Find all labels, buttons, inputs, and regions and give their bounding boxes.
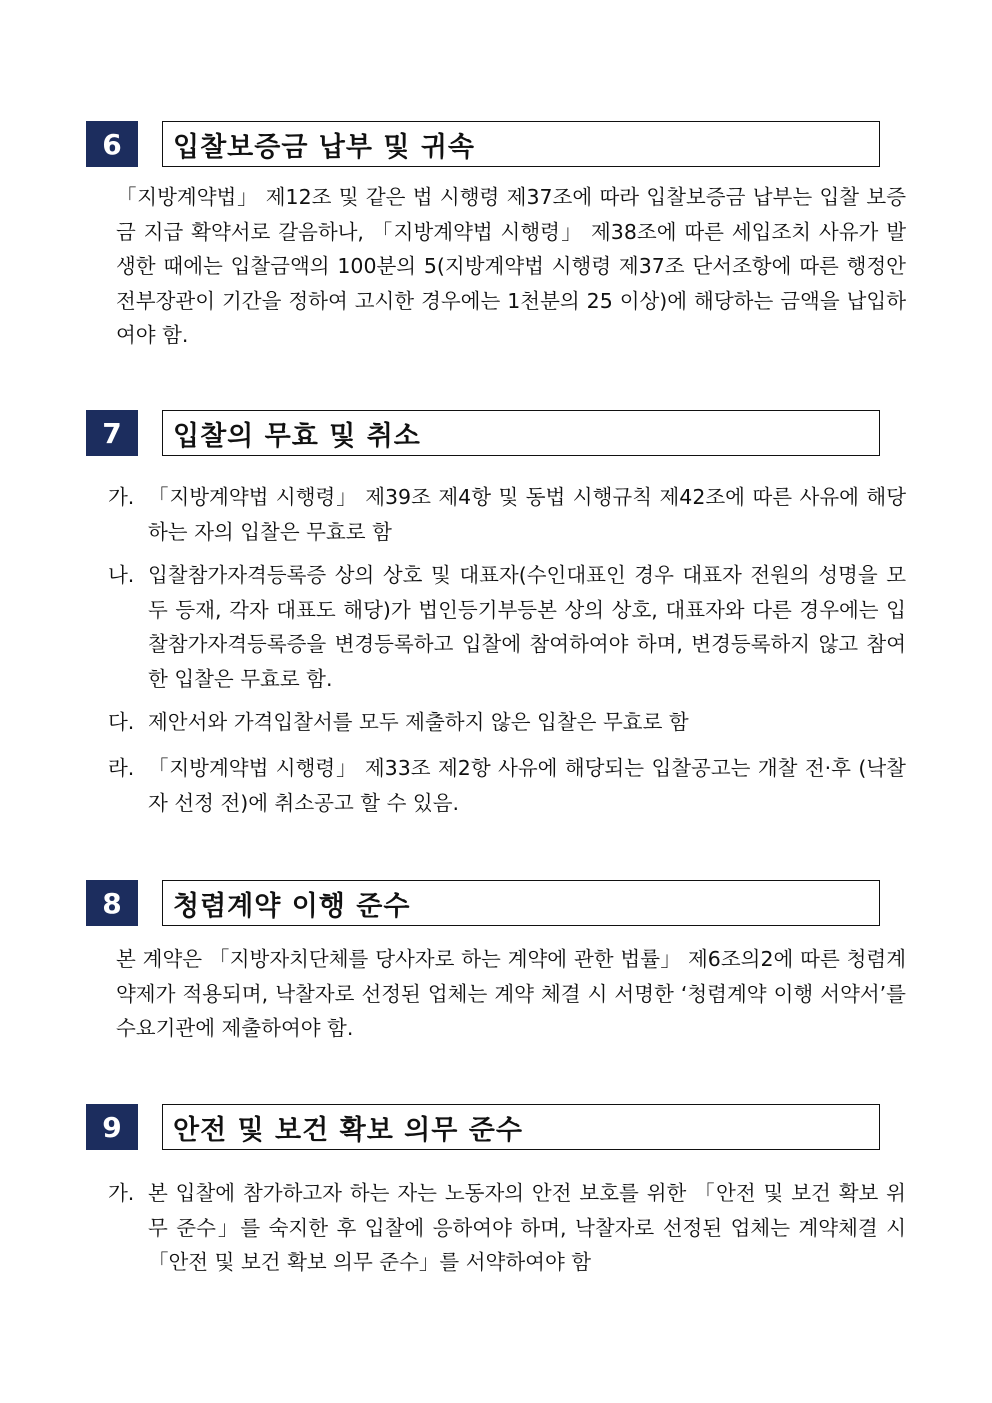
list-item-text: 「지방계약법 시행령」 제39조 제4항 및 동법 시행규칙 제42조에 따른 사유에 해당하는 자의 입찰은 무효로 함 bbox=[148, 485, 906, 544]
section-title-box bbox=[162, 410, 880, 456]
section-number-badge: 9 bbox=[86, 1104, 138, 1150]
section-paragraph: 본 계약은 「지방자치단체를 당사자로 하는 계약에 관한 법률」 제6조의2에 따른 청렴계약제가 적용되며, 낙찰자로 선정된 업체는 계약 체결 시 서명한 ‘청렴계약 이행 서약서’를 수요기관에 제출하여야 함. bbox=[116, 947, 906, 1040]
list-item bbox=[108, 751, 906, 821]
list-item bbox=[108, 558, 906, 698]
list-marker: 가. bbox=[108, 1181, 135, 1205]
list-item bbox=[108, 480, 906, 550]
list-marker: 가. bbox=[108, 485, 135, 509]
section-number-badge: 6 bbox=[86, 121, 138, 167]
list-marker: 라. bbox=[108, 756, 135, 780]
section-header bbox=[86, 880, 880, 926]
list-item-text: 입찰참가자격등록증 상의 상호 및 대표자(수인대표인 경우 대표자 전원의 성명을 모두 등재, 각자 대표도 해당)가 법인등기부등본 상의 상호, 대표자와 다른 경우에는 입찰참가자격등록증을 변경등록하고 입찰에 참여하여야 하며, 변경등록하지 않고 참여한 입찰은 무효로 함. bbox=[148, 563, 906, 691]
list-item-text: 「지방계약법 시행령」 제33조 제2항 사유에 해당되는 입찰공고는 개찰 전·후 (낙찰자 선정 전)에 취소공고 할 수 있음. bbox=[148, 756, 906, 815]
section-title: 입찰보증금 납부 및 귀속 bbox=[173, 131, 476, 163]
list-item bbox=[108, 1176, 906, 1281]
section-header bbox=[86, 410, 880, 456]
list-item-text: 제안서와 가격입찰서를 모두 제출하지 않은 입찰은 무효로 함 bbox=[148, 710, 689, 734]
section-paragraph: 「지방계약법」 제12조 및 같은 법 시행령 제37조에 따라 입찰보증금 납부는 입찰 보증금 지급 확약서로 갈음하나, 「지방계약법 시행령」 제38조에 따른 세입조치 사유가 발생한 때에는 입찰금액의 100분의 5(지방계약법 시행령 제37조 단서조항에 따른 행정안전부장관이 기간을 정하여 고시한 경우에는 1천분의 25 이상)에 해당하는 금액을 납입하여야 함. bbox=[116, 185, 906, 347]
section-number-badge: 8 bbox=[86, 880, 138, 926]
section-title-box bbox=[162, 121, 880, 167]
section-title-box bbox=[162, 1104, 880, 1150]
section-title: 입찰의 무효 및 취소 bbox=[173, 420, 421, 452]
section-title: 청렴계약 이행 준수 bbox=[173, 890, 411, 922]
section-title-box bbox=[162, 880, 880, 926]
section-header bbox=[86, 1104, 880, 1150]
list-marker: 나. bbox=[108, 563, 135, 587]
list-marker: 다. bbox=[108, 710, 135, 734]
list-item-text: 본 입찰에 참가하고자 하는 자는 노동자의 안전 보호를 위한 「안전 및 보건 확보 위무 준수」를 숙지한 후 입찰에 응하여야 하며, 낙찰자로 선정된 업체는 계약체결 시 「안전 및 보건 확보 의무 준수」를 서약하여야 함 bbox=[148, 1181, 906, 1274]
section-title: 안전 및 보건 확보 의무 준수 bbox=[173, 1114, 523, 1146]
section-header bbox=[86, 121, 880, 167]
section-number-badge: 7 bbox=[86, 410, 138, 456]
list-item bbox=[108, 705, 906, 740]
